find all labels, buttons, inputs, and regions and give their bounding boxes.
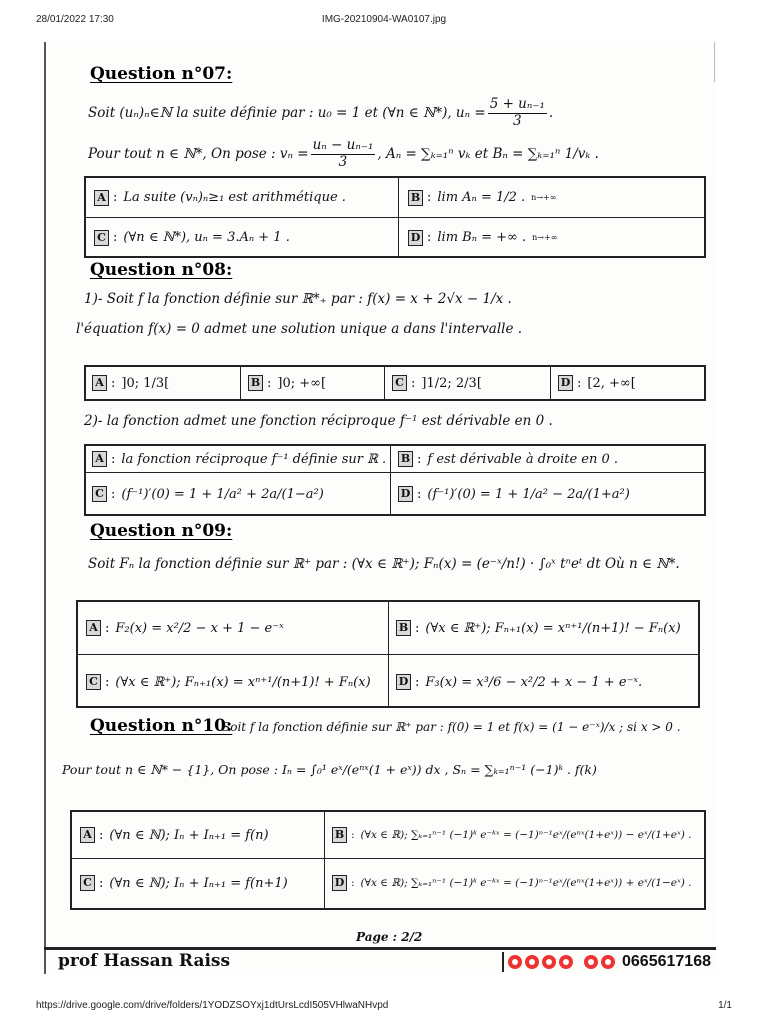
- q07-option-b-sub: n→+∞: [531, 193, 557, 202]
- print-page-count: 1/1: [718, 1000, 732, 1011]
- option-b-badge: B: [332, 827, 347, 843]
- q07-line2-den: 3: [338, 153, 348, 170]
- q07-option-c-text: (∀n ∈ ℕ*), uₙ = 3.Aₙ + 1 .: [123, 230, 290, 245]
- option-c-badge: C: [80, 875, 95, 891]
- q08-p1-option-b[interactable]: B : ]0; +∞[: [248, 367, 326, 399]
- q09-statement: Soit Fₙ la fonction définie sur ℝ⁺ par : (∀x ∈ ℝ⁺); Fₙ(x) = (e⁻ˣ/n!) · ∫₀ˣ tⁿeᵗ dt Où n ∈ ℕ*.: [88, 556, 680, 572]
- instagram-icon: [525, 955, 539, 969]
- q08-p1-option-a[interactable]: A : ]0; 1/3[: [92, 367, 169, 399]
- q07-option-a-text: La suite (vₙ)ₙ≥₁ est arithmétique .: [123, 190, 346, 205]
- q09-option-b-text: (∀x ∈ ℝ⁺); Fₙ₊₁(x) = xⁿ⁺¹/(n+1)! − Fₙ(x): [425, 620, 681, 636]
- messenger-icon: [559, 955, 573, 969]
- q08-p2-option-a-text: la fonction réciproque f⁻¹ définie sur ℝ .: [121, 451, 387, 467]
- q07-option-d-sub: n→+∞: [532, 233, 558, 242]
- print-filename: IMG-20210904-WA0107.jpg: [321, 14, 447, 25]
- page-number: Page : 2/2: [356, 930, 423, 944]
- option-c-badge: C: [392, 375, 407, 391]
- print-url: https://drive.google.com/drive/folders/1YODZSOYxj1dtUrsLcdI505VHlwaNHvpd: [36, 1000, 389, 1011]
- q07-option-a[interactable]: A : La suite (vₙ)ₙ≥₁ est arithmétique .: [94, 178, 346, 217]
- q08-p2-option-c[interactable]: C : (f⁻¹)′(0) = 1 + 1/a² + 2a/(1−a²): [92, 474, 324, 514]
- q08-part2-statement: 2)- la fonction admet une fonction réciproque f⁻¹ est dérivable en 0 .: [84, 413, 553, 429]
- q07-line1-den: 3: [513, 112, 522, 129]
- option-a-badge: A: [94, 190, 109, 206]
- q07-line1-num: 5 + uₙ₋₁: [489, 96, 545, 112]
- q07-line1-fraction: [488, 97, 547, 129]
- q08-p1-option-c-text: ]1/2; 2/3[: [421, 375, 482, 391]
- q08-p1-option-d[interactable]: D : [2, +∞[: [558, 367, 636, 399]
- q07-option-b[interactable]: B : lim Aₙ = 1/2 . n→+∞: [408, 178, 556, 217]
- option-b-badge: B: [408, 190, 423, 206]
- photo-right-edge: [714, 42, 715, 82]
- q07-options-table: [84, 176, 706, 258]
- q08-p2-option-d[interactable]: D : (f⁻¹)′(0) = 1 + 1/a² − 2a/(1+a²): [398, 474, 630, 514]
- option-d-badge: D: [558, 375, 573, 391]
- author-name: prof Hassan Raiss: [58, 951, 231, 971]
- option-a-badge: A: [86, 620, 101, 636]
- q09-options-table: [76, 600, 700, 708]
- q07-statement-line1: Soit (uₙ)ₙ∈ℕ la suite définie par : u₀ = 1 et (∀n ∈ ℕ*), uₙ = $\frac{\text{5 + uₙ₋₁}}{3}$ .: [88, 96, 554, 129]
- q09-option-c-text: (∀x ∈ ℝ⁺); Fₙ₊₁(x) = xⁿ⁺¹/(n+1)! + Fₙ(x): [115, 674, 371, 690]
- q10-statement: Pour tout n ∈ ℕ* − {1}, On pose : Iₙ = ∫₀¹ eˣ/(eⁿˣ(1 + eˣ)) dx , Sₙ = ∑ₖ₌₁ⁿ⁻¹ (−1)ᵏ . f(k): [62, 762, 597, 777]
- q08-p2-option-b[interactable]: B : f est dérivable à droite en 0 .: [398, 446, 618, 472]
- option-c-badge: C: [92, 486, 107, 502]
- option-b-badge: B: [248, 375, 263, 391]
- q08-p2-option-a[interactable]: A : la fonction réciproque f⁻¹ définie sur ℝ .: [92, 446, 386, 472]
- question-10-title: Question n°10:: [90, 716, 233, 736]
- q09-option-d-text: F₃(x) = x³/6 − x²/2 + x − 1 + e⁻ˣ.: [425, 674, 643, 690]
- q08-part1-statement: 1)- Soit f la fonction définie sur ℝ*₊ par : f(x) = x + 2√x − 1/x .: [84, 291, 512, 307]
- q10-option-c[interactable]: C : (∀n ∈ ℕ); Iₙ + Iₙ₊₁ = f(n+1): [80, 860, 288, 906]
- photo-left-edge: [44, 42, 46, 974]
- q07-option-c[interactable]: C : (∀n ∈ ℕ*), uₙ = 3.Aₙ + 1 .: [94, 218, 290, 257]
- question-09-title: Question n°09:: [90, 521, 233, 541]
- option-d-badge: D: [332, 875, 347, 891]
- q08-p1-option-c[interactable]: C : ]1/2; 2/3[: [392, 367, 482, 399]
- q08-p2-option-c-text: (f⁻¹)′(0) = 1 + 1/a² + 2a/(1−a²): [121, 486, 324, 502]
- q07-line2-fraction: [311, 138, 376, 170]
- phone-number: 0665617168: [622, 953, 711, 970]
- q08-p2-option-d-text: (f⁻¹)′(0) = 1 + 1/a² − 2a/(1+a²): [427, 486, 630, 502]
- whatsapp-icon: [584, 955, 598, 969]
- option-b-badge: B: [398, 451, 413, 467]
- question-07-title: Question n°07:: [90, 64, 233, 84]
- q09-option-c[interactable]: C : (∀x ∈ ℝ⁺); Fₙ₊₁(x) = xⁿ⁺¹/(n+1)! + Fₙ(x): [86, 656, 371, 708]
- q08-part1-equation: l'équation f(x) = 0 admet une solution unique a dans l'intervalle .: [76, 321, 523, 337]
- q10-option-b[interactable]: B : (∀x ∈ ℝ); ∑ₖ₌₁ⁿ⁻¹ (−1)ᵏ e⁻ᵏˣ = (−1)ⁿ⁻¹eˣ/(eⁿˣ(1+eˣ)) − eˣ/(1+eˣ) .: [332, 812, 692, 858]
- footer-rule: [44, 947, 716, 950]
- question-08-title: Question n°08:: [90, 260, 233, 280]
- q10-option-c-text: (∀n ∈ ℕ); Iₙ + Iₙ₊₁ = f(n+1): [109, 875, 288, 891]
- q08-p1-option-b-text: ]0; +∞[: [277, 375, 327, 391]
- q07-line1-text: Soit (uₙ)ₙ∈ℕ la suite définie par : u₀ = 1 et (∀n ∈ ℕ*), uₙ =: [88, 105, 486, 122]
- option-d-badge: D: [396, 674, 411, 690]
- q09-option-a-text: F₂(x) = x²/2 − x + 1 − e⁻ˣ: [115, 620, 284, 636]
- q09-option-d[interactable]: D : F₃(x) = x³/6 − x²/2 + x − 1 + e⁻ˣ.: [396, 656, 642, 708]
- q09-option-b[interactable]: B : (∀x ∈ ℝ⁺); Fₙ₊₁(x) = xⁿ⁺¹/(n+1)! − Fₙ(x): [396, 602, 681, 654]
- viber-icon: [601, 955, 615, 969]
- q08-part1-options: [84, 365, 706, 401]
- youtube-icon: [508, 955, 522, 969]
- q07-option-d[interactable]: D : lim Bₙ = +∞ . n→+∞: [408, 218, 557, 257]
- q07-line2-num: uₙ − uₙ₋₁: [312, 137, 374, 153]
- option-a-badge: A: [92, 451, 107, 467]
- q10-option-d[interactable]: D : (∀x ∈ ℝ); ∑ₖ₌₁ⁿ⁻¹ (−1)ᵏ e⁻ᵏˣ = (−1)ⁿ⁻¹eˣ/(eⁿˣ(1+eˣ)) + eˣ/(1−eˣ) .: [332, 860, 692, 906]
- option-c-badge: C: [94, 230, 109, 246]
- option-d-badge: D: [408, 230, 423, 246]
- print-date: 28/01/2022 17:30: [36, 14, 114, 25]
- option-d-badge: D: [398, 486, 413, 502]
- contact-divider: [502, 952, 504, 972]
- print-footer: [36, 1000, 732, 1014]
- q10-title-statement: Soit f la fonction définie sur ℝ⁺ par : f(0) = 1 et f(x) = (1 − e⁻ˣ)/x ; si x > 0 .: [222, 720, 681, 734]
- option-c-badge: C: [86, 674, 101, 690]
- q10-option-b-text: (∀x ∈ ℝ); ∑ₖ₌₁ⁿ⁻¹ (−1)ᵏ e⁻ᵏˣ = (−1)ⁿ⁻¹eˣ/(eⁿˣ(1+eˣ)) − eˣ/(1+eˣ) .: [360, 829, 692, 841]
- q08-p1-option-d-text: [2, +∞[: [587, 375, 636, 391]
- telegram-icon: [542, 955, 556, 969]
- q07-line2a-text: Pour tout n ∈ ℕ*, On pose : vₙ =: [88, 146, 309, 163]
- q07-statement-line2: [88, 138, 599, 170]
- q09-option-a[interactable]: A : F₂(x) = x²/2 − x + 1 − e⁻ˣ: [86, 602, 284, 654]
- print-header: [36, 14, 732, 30]
- q08-p2-option-b-text: f est dérivable à droite en 0 .: [427, 451, 619, 467]
- q07-option-b-text: lim Aₙ = 1/2 .: [437, 190, 526, 205]
- contact-bar: [502, 951, 711, 973]
- q10-option-a[interactable]: A : (∀n ∈ ℕ); Iₙ + Iₙ₊₁ = f(n): [80, 812, 269, 858]
- q07-line2b-text: , Aₙ = ∑ₖ₌₁ⁿ vₖ et Bₙ = ∑ₖ₌₁ⁿ 1/vₖ .: [377, 146, 599, 163]
- q10-option-a-text: (∀n ∈ ℕ); Iₙ + Iₙ₊₁ = f(n): [109, 827, 269, 843]
- option-a-badge: A: [92, 375, 107, 391]
- q10-options-table: [70, 810, 706, 910]
- option-a-badge: A: [80, 827, 95, 843]
- q07-option-d-text: lim Bₙ = +∞ .: [437, 230, 527, 245]
- option-b-badge: B: [396, 620, 411, 636]
- q10-option-d-text: (∀x ∈ ℝ); ∑ₖ₌₁ⁿ⁻¹ (−1)ᵏ e⁻ᵏˣ = (−1)ⁿ⁻¹eˣ/(eⁿˣ(1+eˣ)) + eˣ/(1−eˣ) .: [360, 877, 692, 889]
- q08-part2-options: [84, 444, 706, 516]
- q08-p1-option-a-text: ]0; 1/3[: [121, 375, 170, 391]
